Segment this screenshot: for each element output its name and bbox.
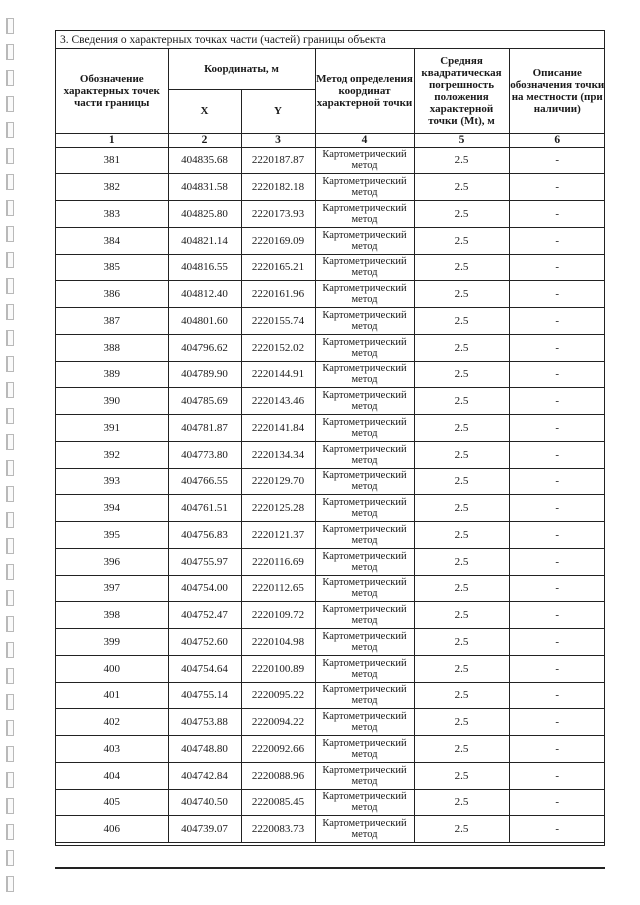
margin-mark [6,772,14,788]
table-row [56,629,605,656]
method-cell: Картометрический метод [315,548,414,575]
x-coordinate-cell: 404752.60 [168,629,241,656]
method-cell: Картометрический метод [315,602,414,629]
y-coordinate-cell: 2220088.96 [241,762,315,789]
header-method-label: Метод определения координат характерной точки [315,49,414,133]
accuracy-cell: 2.5 [414,361,509,388]
point-cell: 394 [56,495,168,522]
method-cell: Картометрический метод [315,736,414,763]
table-row [56,575,605,602]
table-row [56,522,605,549]
accuracy-cell: 2.5 [414,281,509,308]
accuracy-cell: 2.5 [414,388,509,415]
accuracy-cell: 2.5 [414,629,509,656]
accuracy-cell: 2.5 [414,736,509,763]
y-coordinate-cell: 2220182.18 [241,174,315,201]
y-coordinate-cell: 2220173.93 [241,201,315,228]
method-cell: Картометрический метод [315,655,414,682]
margin-mark [6,96,14,112]
point-cell: 402 [56,709,168,736]
y-coordinate-cell: 2220161.96 [241,281,315,308]
margin-mark [6,798,14,814]
header-y-label: Y [241,89,315,133]
description-cell: - [509,441,605,468]
method-cell: Картометрический метод [315,441,414,468]
description-cell: - [509,736,605,763]
x-coordinate-cell: 404739.07 [168,816,241,843]
description-cell: - [509,762,605,789]
section-title: 3. Сведения о характерных точках части (частей) границы объекта [56,31,604,49]
margin-mark [6,486,14,502]
margin-mark [6,200,14,216]
point-cell: 405 [56,789,168,816]
x-coordinate-cell: 404755.14 [168,682,241,709]
point-cell: 396 [56,548,168,575]
x-coordinate-cell: 404753.88 [168,709,241,736]
accuracy-cell: 2.5 [414,201,509,228]
description-cell: - [509,602,605,629]
margin-mark [6,694,14,710]
point-cell: 388 [56,334,168,361]
column-number-4: 4 [315,133,414,147]
x-coordinate-cell: 404754.00 [168,575,241,602]
table-row [56,361,605,388]
accuracy-cell: 2.5 [414,468,509,495]
y-coordinate-cell: 2220116.69 [241,548,315,575]
accuracy-cell: 2.5 [414,548,509,575]
x-coordinate-cell: 404781.87 [168,415,241,442]
description-cell: - [509,655,605,682]
x-coordinate-cell: 404831.58 [168,174,241,201]
description-cell: - [509,575,605,602]
y-coordinate-cell: 2220169.09 [241,227,315,254]
table-row [56,147,605,174]
x-coordinate-cell: 404756.83 [168,522,241,549]
table-row [56,201,605,228]
table-row [56,227,605,254]
accuracy-cell: 2.5 [414,655,509,682]
margin-mark [6,434,14,450]
x-coordinate-cell: 404754.64 [168,655,241,682]
margin-mark [6,538,14,554]
margin-mark [6,226,14,242]
description-cell: - [509,789,605,816]
accuracy-cell: 2.5 [414,789,509,816]
point-cell: 395 [56,522,168,549]
margin-mark [6,44,14,60]
header-x-label: X [168,89,241,133]
y-coordinate-cell: 2220187.87 [241,147,315,174]
point-cell: 381 [56,147,168,174]
method-cell: Картометрический метод [315,281,414,308]
margin-mark [6,278,14,294]
accuracy-cell: 2.5 [414,522,509,549]
point-cell: 386 [56,281,168,308]
method-cell: Картометрический метод [315,388,414,415]
description-cell: - [509,388,605,415]
method-cell: Картометрический метод [315,174,414,201]
method-cell: Картометрический метод [315,522,414,549]
y-coordinate-cell: 2220144.91 [241,361,315,388]
margin-mark [6,148,14,164]
column-number-6: 6 [509,133,605,147]
column-number-5: 5 [414,133,509,147]
x-coordinate-cell: 404816.55 [168,254,241,281]
accuracy-cell: 2.5 [414,227,509,254]
table-row [56,281,605,308]
method-cell: Картометрический метод [315,308,414,335]
description-cell: - [509,227,605,254]
table-row [56,334,605,361]
x-coordinate-cell: 404752.47 [168,602,241,629]
accuracy-cell: 2.5 [414,334,509,361]
margin-mark [6,850,14,866]
y-coordinate-cell: 2220100.89 [241,655,315,682]
y-coordinate-cell: 2220095.22 [241,682,315,709]
point-cell: 384 [56,227,168,254]
header-description-label: Описание обозначения точки на местности (при наличии) [509,49,605,133]
table-row [56,495,605,522]
bottom-rule [55,867,605,869]
x-coordinate-cell: 404740.50 [168,789,241,816]
point-cell: 383 [56,201,168,228]
margin-mark [6,720,14,736]
method-cell: Картометрический метод [315,227,414,254]
point-cell: 392 [56,441,168,468]
table-row [56,709,605,736]
point-cell: 398 [56,602,168,629]
method-cell: Картометрический метод [315,575,414,602]
margin-mark [6,304,14,320]
accuracy-cell: 2.5 [414,709,509,736]
accuracy-cell: 2.5 [414,308,509,335]
accuracy-cell: 2.5 [414,495,509,522]
margin-mark [6,746,14,762]
x-coordinate-cell: 404789.90 [168,361,241,388]
y-coordinate-cell: 2220094.22 [241,709,315,736]
table-row [56,174,605,201]
description-cell: - [509,682,605,709]
description-cell: - [509,334,605,361]
margin-mark [6,252,14,268]
table-row [56,736,605,763]
margin-mark [6,512,14,528]
table-row [56,308,605,335]
header-point-label: Обозначение характерных точек части границы [56,49,168,133]
point-cell: 385 [56,254,168,281]
description-cell: - [509,709,605,736]
x-coordinate-cell: 404821.14 [168,227,241,254]
y-coordinate-cell: 2220143.46 [241,388,315,415]
x-coordinate-cell: 404796.62 [168,334,241,361]
accuracy-cell: 2.5 [414,254,509,281]
accuracy-cell: 2.5 [414,174,509,201]
y-coordinate-cell: 2220141.84 [241,415,315,442]
column-number-1: 1 [56,133,168,147]
table-row [56,254,605,281]
method-cell: Картометрический метод [315,334,414,361]
x-coordinate-cell: 404785.69 [168,388,241,415]
accuracy-cell: 2.5 [414,602,509,629]
y-coordinate-cell: 2220092.66 [241,736,315,763]
x-coordinate-cell: 404825.80 [168,201,241,228]
point-cell: 399 [56,629,168,656]
method-cell: Картометрический метод [315,361,414,388]
point-cell: 382 [56,174,168,201]
point-cell: 393 [56,468,168,495]
table-row [56,682,605,709]
table-row [56,762,605,789]
method-cell: Картометрический метод [315,682,414,709]
accuracy-cell: 2.5 [414,575,509,602]
table-row [56,468,605,495]
table-row [56,789,605,816]
margin-mark [6,460,14,476]
y-coordinate-cell: 2220152.02 [241,334,315,361]
method-cell: Картометрический метод [315,709,414,736]
table-row [56,441,605,468]
y-coordinate-cell: 2220125.28 [241,495,315,522]
point-cell: 397 [56,575,168,602]
margin-mark [6,642,14,658]
y-coordinate-cell: 2220121.37 [241,522,315,549]
y-coordinate-cell: 2220129.70 [241,468,315,495]
margin-mark [6,330,14,346]
point-cell: 391 [56,415,168,442]
table-row [56,816,605,843]
margin-mark [6,876,14,892]
method-cell: Картометрический метод [315,468,414,495]
description-cell: - [509,522,605,549]
point-cell: 401 [56,682,168,709]
accuracy-cell: 2.5 [414,762,509,789]
description-cell: - [509,816,605,843]
x-coordinate-cell: 404812.40 [168,281,241,308]
points-table-body [56,147,605,843]
x-coordinate-cell: 404801.60 [168,308,241,335]
margin-mark [6,408,14,424]
table-row [56,415,605,442]
method-cell: Картометрический метод [315,495,414,522]
margin-mark [6,174,14,190]
point-cell: 390 [56,388,168,415]
y-coordinate-cell: 2220104.98 [241,629,315,656]
table-row [56,655,605,682]
accuracy-cell: 2.5 [414,441,509,468]
description-cell: - [509,468,605,495]
description-cell: - [509,174,605,201]
description-cell: - [509,361,605,388]
description-cell: - [509,495,605,522]
point-cell: 389 [56,361,168,388]
point-cell: 404 [56,762,168,789]
description-cell: - [509,147,605,174]
x-coordinate-cell: 404761.51 [168,495,241,522]
y-coordinate-cell: 2220155.74 [241,308,315,335]
point-cell: 403 [56,736,168,763]
description-cell: - [509,415,605,442]
margin-mark [6,564,14,580]
margin-mark [6,590,14,606]
margin-mark [6,70,14,86]
point-cell: 406 [56,816,168,843]
accuracy-cell: 2.5 [414,682,509,709]
method-cell: Картометрический метод [315,147,414,174]
x-coordinate-cell: 404773.80 [168,441,241,468]
method-cell: Картометрический метод [315,816,414,843]
description-cell: - [509,254,605,281]
description-cell: - [509,629,605,656]
description-cell: - [509,308,605,335]
y-coordinate-cell: 2220109.72 [241,602,315,629]
y-coordinate-cell: 2220085.45 [241,789,315,816]
column-number-2: 2 [168,133,241,147]
header-coords-label: Координаты, м [168,49,315,89]
table-row [56,548,605,575]
header-accuracy-label: Средняя квадратическая погрешность положения характерной точки (Mt), м [414,49,509,133]
x-coordinate-cell: 404742.84 [168,762,241,789]
accuracy-cell: 2.5 [414,816,509,843]
binding-margin-marks [6,0,18,905]
x-coordinate-cell: 404835.68 [168,147,241,174]
margin-mark [6,824,14,840]
point-cell: 400 [56,655,168,682]
method-cell: Картометрический метод [315,201,414,228]
boundary-points-table [56,49,605,843]
accuracy-cell: 2.5 [414,147,509,174]
column-number-3: 3 [241,133,315,147]
coordinates-sheet [55,30,605,846]
table-row [56,602,605,629]
y-coordinate-cell: 2220134.34 [241,441,315,468]
point-cell: 387 [56,308,168,335]
method-cell: Картометрический метод [315,254,414,281]
y-coordinate-cell: 2220112.65 [241,575,315,602]
description-cell: - [509,548,605,575]
y-coordinate-cell: 2220083.73 [241,816,315,843]
description-cell: - [509,201,605,228]
method-cell: Картометрический метод [315,415,414,442]
method-cell: Картометрический метод [315,789,414,816]
x-coordinate-cell: 404755.97 [168,548,241,575]
method-cell: Картометрический метод [315,762,414,789]
accuracy-cell: 2.5 [414,415,509,442]
margin-mark [6,18,14,34]
margin-mark [6,668,14,684]
margin-mark [6,616,14,632]
margin-mark [6,382,14,398]
margin-mark [6,122,14,138]
y-coordinate-cell: 2220165.21 [241,254,315,281]
margin-mark [6,356,14,372]
table-row [56,388,605,415]
description-cell: - [509,281,605,308]
x-coordinate-cell: 404766.55 [168,468,241,495]
method-cell: Картометрический метод [315,629,414,656]
x-coordinate-cell: 404748.80 [168,736,241,763]
